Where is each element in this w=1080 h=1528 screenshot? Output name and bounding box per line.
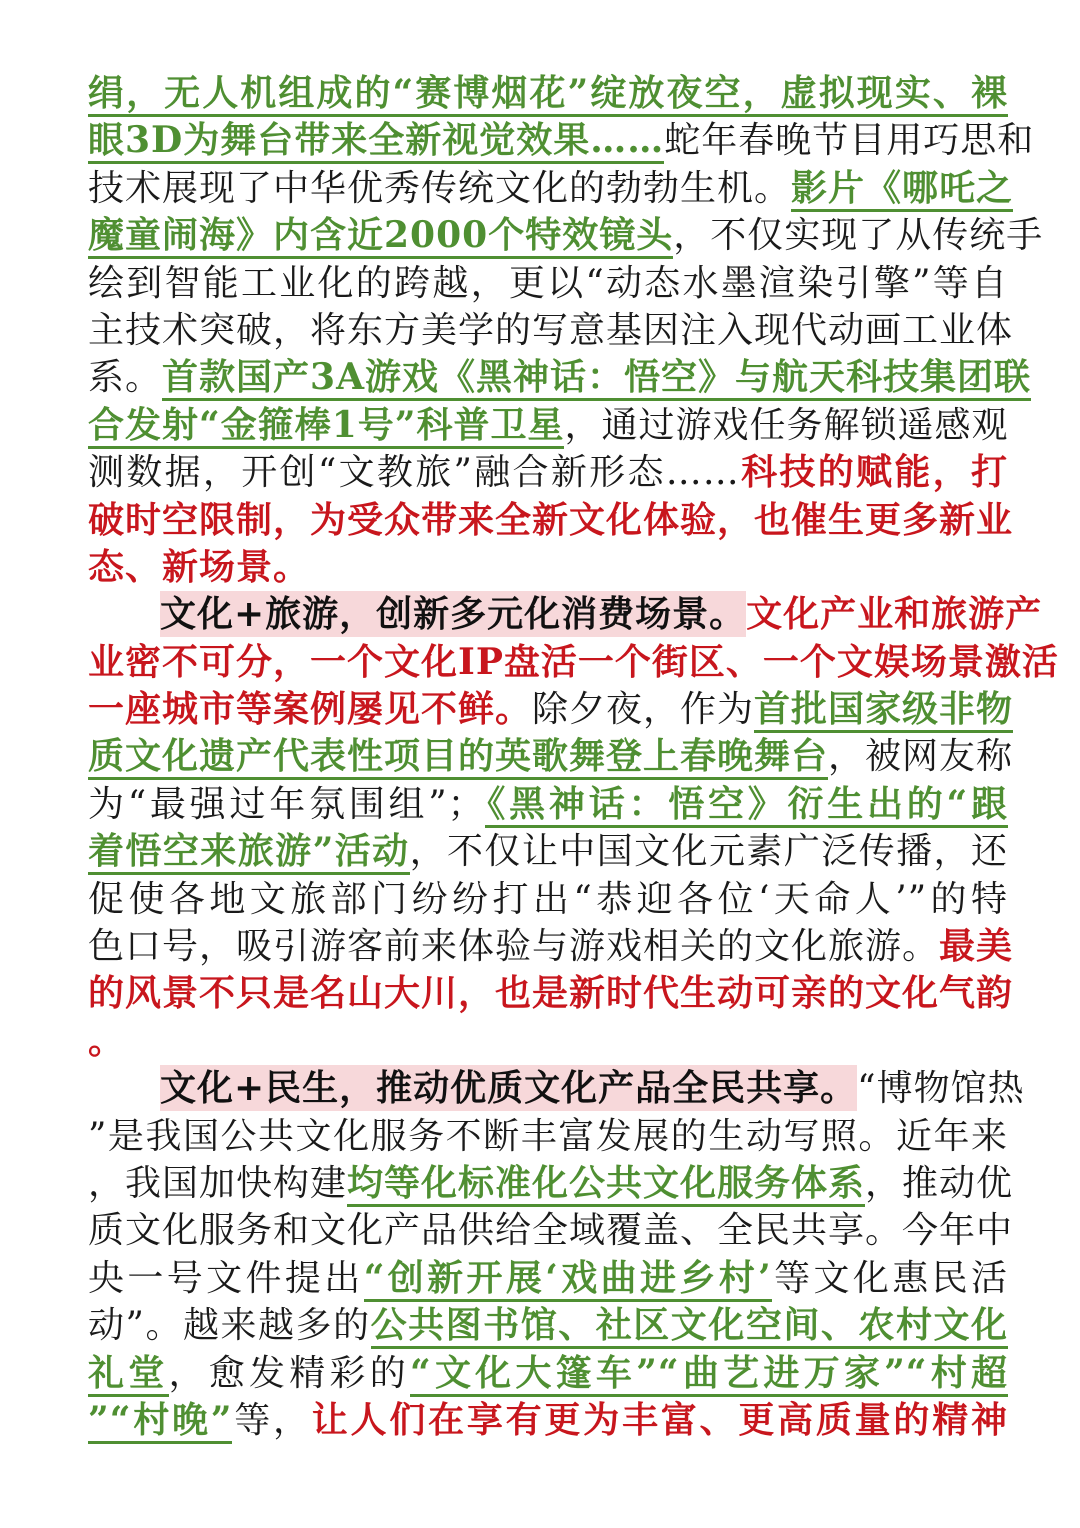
- body-text: 促使各地文旅部门纷纷打出“恭迎各位‘天命人’”的特: [88, 878, 1008, 920]
- text-line: [88, 1160, 1014, 1207]
- text-line: [88, 876, 1008, 923]
- green-underlined-highlight: 着悟空来旅游”活动: [88, 830, 410, 875]
- body-text: ，推动优: [865, 1162, 1014, 1204]
- green-underlined-highlight: 首批国家级非物: [754, 688, 1013, 733]
- text-line: [88, 1397, 1008, 1444]
- text-line: [88, 402, 1008, 449]
- body-text: ，被网友称: [828, 736, 1014, 778]
- text-line: [88, 970, 1014, 1017]
- green-underlined-highlight: “文化大篷车”“曲艺进万家”“村超: [410, 1352, 1008, 1397]
- red-emphasis: 态、新场景。: [88, 545, 311, 588]
- text-line: [88, 260, 1008, 307]
- body-text: 为“最强过年氛围组”；: [88, 783, 485, 825]
- text-line: [88, 781, 1008, 828]
- green-underlined-highlight: 合发射“金箍棒1号”科普卫星: [88, 404, 564, 449]
- red-emphasis: 的风景不只是名山大川，也是新时代生动可亲的文化气韵: [88, 972, 1014, 1015]
- text-line: [88, 544, 1008, 591]
- red-emphasis: 科技的赋能，打: [739, 451, 1008, 494]
- body-text: ，通过游戏任务解锁遥感观: [564, 404, 1009, 446]
- body-text: 等文化惠民活: [771, 1257, 1008, 1299]
- body-text: “博物馆热: [857, 1068, 1025, 1110]
- text-line: [88, 1018, 1008, 1065]
- text-line: [88, 449, 1008, 496]
- green-underlined-highlight: 影片《哪吒之: [791, 167, 1013, 212]
- red-emphasis: 。: [88, 1019, 126, 1062]
- green-underlined-highlight: 礼堂: [88, 1352, 169, 1397]
- text-line: [88, 70, 1008, 117]
- section-heading: 文化+民生，推动优质文化产品全民共享。: [160, 1067, 858, 1110]
- text-line: [88, 923, 1014, 970]
- red-emphasis: 让人们在享有更为丰富、更高质量的精神: [311, 1398, 1008, 1441]
- text-line: [88, 639, 1059, 686]
- green-underlined-highlight: 公共图书馆、社区文化空间、农村文化: [371, 1304, 1008, 1349]
- article-body: [88, 70, 1059, 1444]
- body-text: 质文化服务和文化产品供给全域覆盖、全民共享。今年中: [88, 1210, 1014, 1252]
- red-emphasis: 破时空限制，为受众带来全新文化体验，也催生更多新业: [88, 498, 1014, 541]
- body-text: 动”。越来越多的: [88, 1305, 371, 1347]
- green-underlined-highlight: 绢，无人机组成的“赛博烟花”绽放夜空，虚拟现实、裸: [88, 72, 1008, 117]
- text-line: [88, 828, 1008, 875]
- text-line: [88, 733, 1014, 780]
- body-text: 等，: [232, 1399, 312, 1441]
- green-underlined-highlight: ”“村晚”: [88, 1399, 232, 1444]
- body-text: 绘到智能工业化的跨越，更以“动态水墨渲染引擎”等自: [88, 262, 1008, 304]
- section-heading: 文化+旅游，创新多元化消费场景。: [160, 593, 747, 636]
- red-emphasis: 文化产业和旅游产: [746, 593, 1043, 636]
- green-underlined-highlight: 《黑神话：悟空》衍生出的“跟: [485, 783, 1008, 828]
- body-text: 测数据，开创“文教旅”融合新形态……: [88, 452, 740, 494]
- body-text: 除夕夜，作为: [532, 689, 755, 731]
- body-text: ，不仅实现了从传统手: [673, 215, 1044, 257]
- green-underlined-highlight: 眼3D为舞台带来全新视觉效果……: [88, 119, 664, 164]
- text-line: [88, 591, 1043, 638]
- body-text: ，愈发精彩的: [168, 1352, 410, 1394]
- text-line: [88, 307, 1014, 354]
- body-text: 技术展现了中华优秀传统文化的勃勃生机。: [88, 167, 792, 209]
- red-emphasis: 最美: [939, 925, 1014, 968]
- text-line: [88, 354, 1031, 401]
- red-emphasis: 业密不可分，一个文化IP盘活一个街区、一个文娱场景激活: [88, 640, 1059, 683]
- body-text: 央一号文件提出: [88, 1257, 364, 1299]
- body-text: ，不仅让中国文化元素广泛传播，还: [409, 831, 1008, 873]
- body-text: ，我国加快构建: [88, 1162, 348, 1204]
- text-line: [88, 165, 1014, 212]
- text-line: [88, 1255, 1008, 1302]
- body-text: 蛇年春晚节目用巧思和: [664, 120, 1035, 162]
- body-text: ”是我国公共文化服务不断丰富发展的生动写照。近年来: [88, 1115, 1008, 1157]
- green-underlined-highlight: 均等化标准化公共文化服务体系: [347, 1162, 865, 1207]
- red-emphasis: 一座城市等案例屡见不鲜。: [88, 688, 533, 731]
- green-underlined-highlight: 首款国产3A游戏《黑神话：悟空》与航天科技集团联: [162, 356, 1031, 401]
- text-line: [88, 1113, 1008, 1160]
- text-line: [88, 497, 1014, 544]
- body-text: 主技术突破，将东方美学的写意基因注入现代动画工业体: [88, 309, 1014, 351]
- green-underlined-highlight: 魔童闹海》内含近2000个特效镜头: [88, 214, 673, 259]
- body-text: 系。: [88, 357, 163, 399]
- green-underlined-highlight: “创新开展‘戏曲进乡村’: [364, 1257, 772, 1302]
- text-line: [88, 1302, 1008, 1349]
- text-line: [88, 117, 1035, 164]
- body-text: 色口号，吸引游客前来体验与游戏相关的文化旅游。: [88, 926, 940, 968]
- text-line: [88, 1350, 1008, 1397]
- text-line: [88, 1207, 1014, 1254]
- green-underlined-highlight: 质文化遗产代表性项目的英歌舞登上春晚舞台: [88, 735, 828, 780]
- text-line: [88, 1065, 1025, 1112]
- text-line: [88, 686, 1014, 733]
- text-line: [88, 212, 1044, 259]
